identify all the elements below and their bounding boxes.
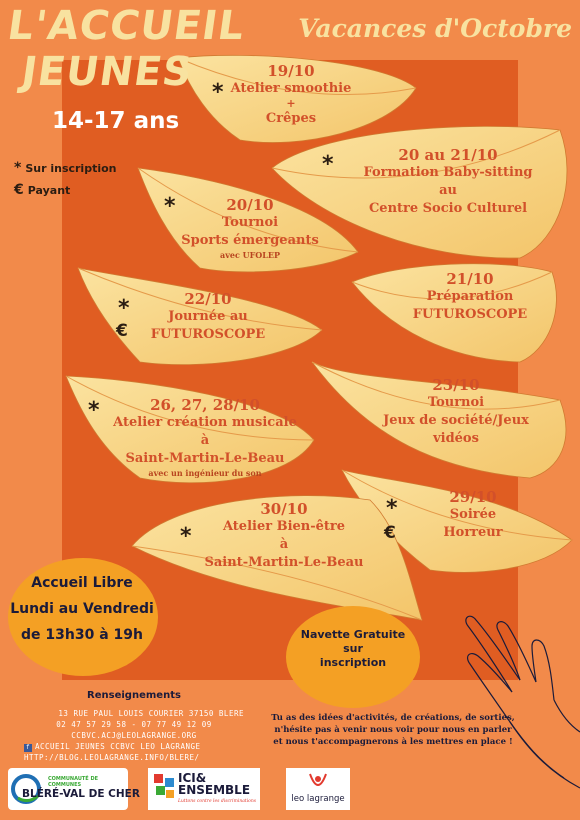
event-line: Atelier création musicale [113,415,297,430]
event-date: 21/10 [446,270,494,288]
event-line: Atelier Bien-être [222,519,346,534]
asterisk-icon: * [180,524,192,549]
event-line: Formation Baby-sitting [363,165,533,180]
event-note: avec UFOLEP [220,250,280,260]
event-date: 26, 27, 28/10 [150,396,260,414]
contact-block [24,708,244,763]
logo2-sub: Luttons contre les discriminations [178,799,257,804]
event-line: Soirée [449,507,497,522]
legend-inscription-label: Sur inscription [25,162,117,175]
age-label: 14-17 ans [52,108,180,134]
event-line: + [286,97,296,110]
facebook-label: ACCUEIL JEUNES CCBVC LEO LAGRANGE [35,742,201,751]
legend-inscription [14,160,117,176]
event-20-21-10 [348,146,548,218]
logo3-main: leo lagrange [291,794,345,804]
logo-ici-ensemble [148,768,260,810]
event-date: 22/10 [184,290,232,308]
asterisk-icon: * [14,160,22,176]
event-date: 29/10 [449,488,497,506]
event-line: à [279,537,289,552]
contact-title: Renseignements [87,690,181,701]
contact-blog-link[interactable]: HTTP://BLOG.LEOLAGRANGE.INFO/BLERE/ [24,753,200,762]
event-line: Journée au [168,309,248,324]
accueil-line: Accueil Libre [31,575,133,591]
logo2-main1: ICI& [178,771,207,785]
event-line: FUTUROSCOPE [412,307,528,322]
event-date: 20/10 [226,196,274,214]
event-line: Sports émergeants [181,233,319,248]
event-date: 19/10 [267,62,315,80]
event-line: Centre Socio Culturel [368,201,528,216]
asterisk-icon: * [212,80,224,105]
navette-line: sur [343,642,363,655]
event-20-10 [176,196,324,261]
navette-line: inscription [319,656,387,669]
event-19-10 [226,62,356,128]
event-date: 30/10 [260,500,308,518]
contact-email[interactable]: CCBVC.ACJ@LEOLAGRANGE.ORG [71,731,197,740]
asterisk-icon: * [322,152,334,177]
event-26-28-10 [110,396,300,479]
accueil-libre-block [8,570,156,648]
logo-leo-lagrange [286,768,350,810]
event-29-10 [428,488,518,542]
euro-icon: € [384,523,396,543]
event-line: Crêpes [265,111,317,126]
leo-lagrange-mark [286,768,350,796]
asterisk-icon: * [88,398,100,423]
euro-icon: € [116,321,128,341]
logo1-top: COMMUNAUTÉ DE COMMUNES [48,776,99,788]
event-line: au [439,183,457,198]
event-line: à [200,433,210,448]
event-line: Tournoi [221,215,279,230]
event-line: Préparation [426,289,514,304]
event-line: Atelier smoothie [230,81,352,96]
navette-block [288,628,418,670]
event-date: 20 au 21/10 [398,146,498,164]
contact-phones: 02 47 57 29 58 - 07 77 49 12 09 [56,720,212,729]
period-title: Vacances d'Octobre [298,14,572,43]
info-line: n'hésite pas à venir nous voir pour nous en parler [274,725,512,735]
event-note: avec un ingénieur du son [148,468,262,478]
event-23-10 [358,376,554,448]
hand-drawing [440,612,580,792]
event-line: Saint-Martin-Le-Beau [204,555,364,570]
legend-payant [14,182,70,198]
asterisk-icon: * [386,496,398,521]
ici-ensemble-mark [150,768,180,810]
asterisk-icon: * [164,194,176,219]
info-line: et nous t'accompagnerons à les mettres en place ! [273,737,513,747]
event-22-10 [140,290,276,344]
event-line: FUTUROSCOPE [150,327,266,342]
facebook-icon: f [25,744,31,751]
event-21-10 [410,270,530,324]
event-date: 23/10 [432,376,480,394]
info-line: Tu as des idées d'activités, de créations, de sorties, [271,713,515,723]
legend-payant-label: Payant [27,184,71,197]
logo-ccbvc [8,768,140,810]
euro-icon: € [14,182,24,198]
event-line: Saint-Martin-Le-Beau [125,451,285,466]
info-paragraph [262,712,524,748]
title-line1: L'ACCUEIL [4,3,248,49]
title-line2: JEUNES [18,49,196,95]
accueil-line: de 13h30 à 19h [21,627,143,643]
asterisk-icon: * [118,296,130,321]
navette-line: Navette Gratuite [300,628,406,641]
logo1-main: BLÉRÉ-VAL DE CHER [22,788,140,800]
logo2-main2: ENSEMBLE [178,783,251,797]
event-line: Jeux de société/Jeux vidéos [383,413,529,446]
event-line: Horreur [443,525,503,540]
accueil-line: Lundi au Vendredi [10,601,154,617]
event-line: Tournoi [427,395,485,410]
event-30-10 [194,500,374,572]
contact-address: 13 RUE PAUL LOUIS COURIER 37150 BLERE [58,709,244,718]
contact-facebook[interactable] [24,741,244,752]
